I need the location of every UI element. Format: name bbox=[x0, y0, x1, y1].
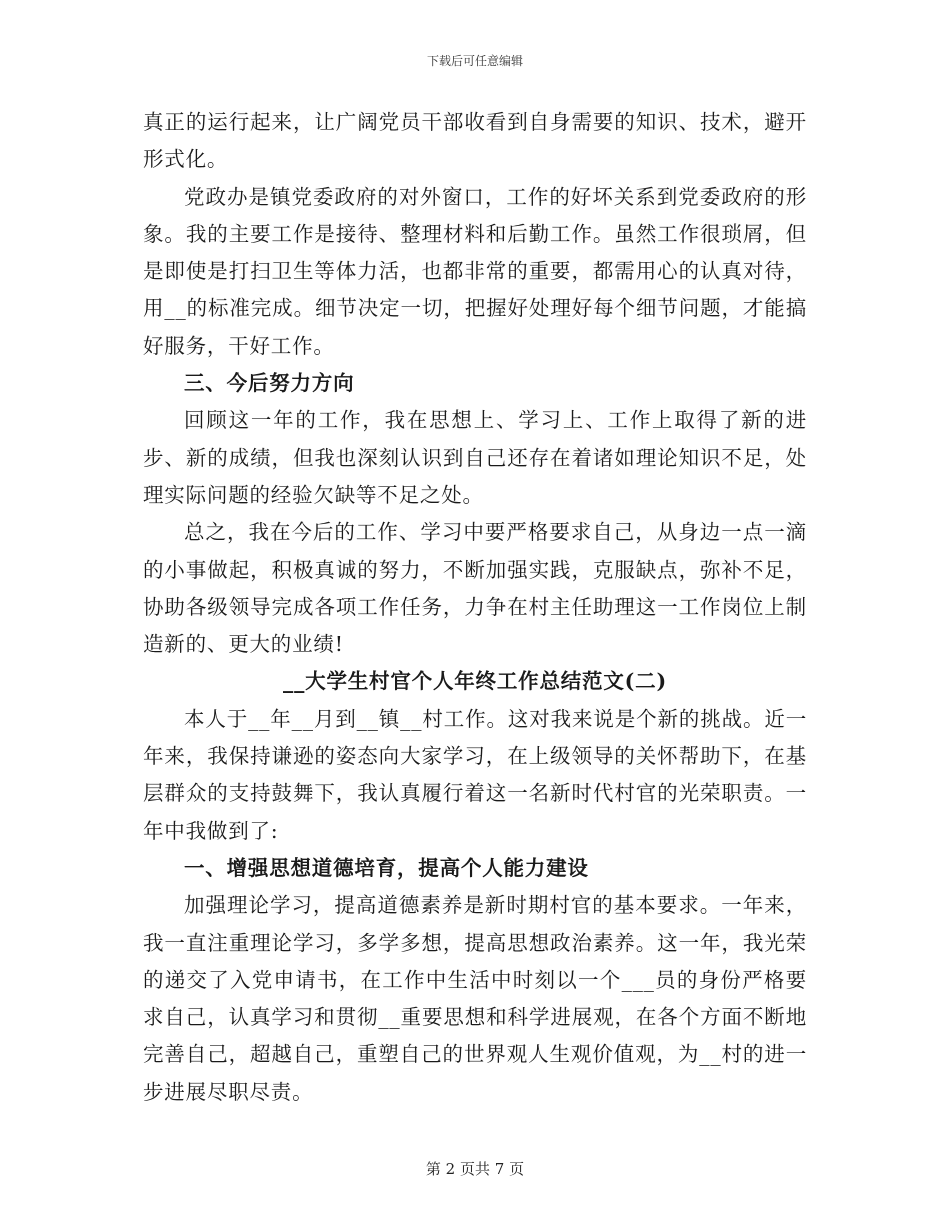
paragraph-conclusion: 总之，我在今后的工作、学习中要严格要求自己，从身边一点一滴的小事做起，积极真诚的努力，不断加强实践，克服缺点，弥补不足，协助各级领导完成各项工作任务，力争在村主任助理这一工作岗位上制造新的、更大的业绩! bbox=[143, 520, 807, 657]
paragraph-office-work: 党政办是镇党委政府的对外窗口，工作的好坏关系到党委政府的形象。我的主要工作是接待、整理材料和后勤工作。虽然工作很琐屑，但是即使是打扫卫生等体力活，也都非常的重要，都需用心的认真对待，用__的标准完成。细节决定一切，把握好处理好每个细节问题，才能搞好服务，干好工作。 bbox=[143, 184, 807, 358]
section-heading-future-direction: 三、今后努力方向 bbox=[184, 371, 355, 396]
article-title-2: __大学生村官个人年终工作总结范文(二) bbox=[283, 669, 667, 694]
paragraph-theory-study: 加强理论学习，提高道德素养是新时期村官的基本要求。一年来，我一直注重理论学习，多学多想，提高思想政治素养。这一年，我光荣的递交了入党申请书，在工作中生活中时刻以一个___员的身份严格要求自己，认真学习和贯彻__重要思想和科学进展观，在各个方面不断地完善自己，超越自己，重塑自己的世界观人生观价值观，为__村的进一步进展尽职尽责。 bbox=[143, 893, 807, 1104]
paragraph-review: 回顾这一年的工作，我在思想上、学习上、工作上取得了新的进步、新的成绩，但我也深刻认识到自己还存在着诸如理论知识不足，处理实际问题的经验欠缺等不足之处。 bbox=[143, 408, 807, 507]
paragraph-continued: 真正的运行起来，让广阔党员干部收看到自身需要的知识、技术，避开形式化。 bbox=[143, 110, 807, 172]
paragraph-intro: 本人于__年__月到__镇__村工作。这对我来说是个新的挑战。近一年来，我保持谦逊的姿态向大家学习，在上级领导的关怀帮助下，在基层群众的支持鼓舞下，我认真履行着这一名新时代村官的光荣职责。一年中我做到了: bbox=[143, 706, 807, 843]
section-heading-moral-education: 一、增强思想道德培育，提高个人能力建设 bbox=[184, 855, 589, 880]
page-header: 下载后可任意编辑 bbox=[426, 54, 523, 68]
document-body bbox=[143, 104, 807, 1111]
page-footer: 第 2 页共 7 页 bbox=[425, 1160, 525, 1178]
